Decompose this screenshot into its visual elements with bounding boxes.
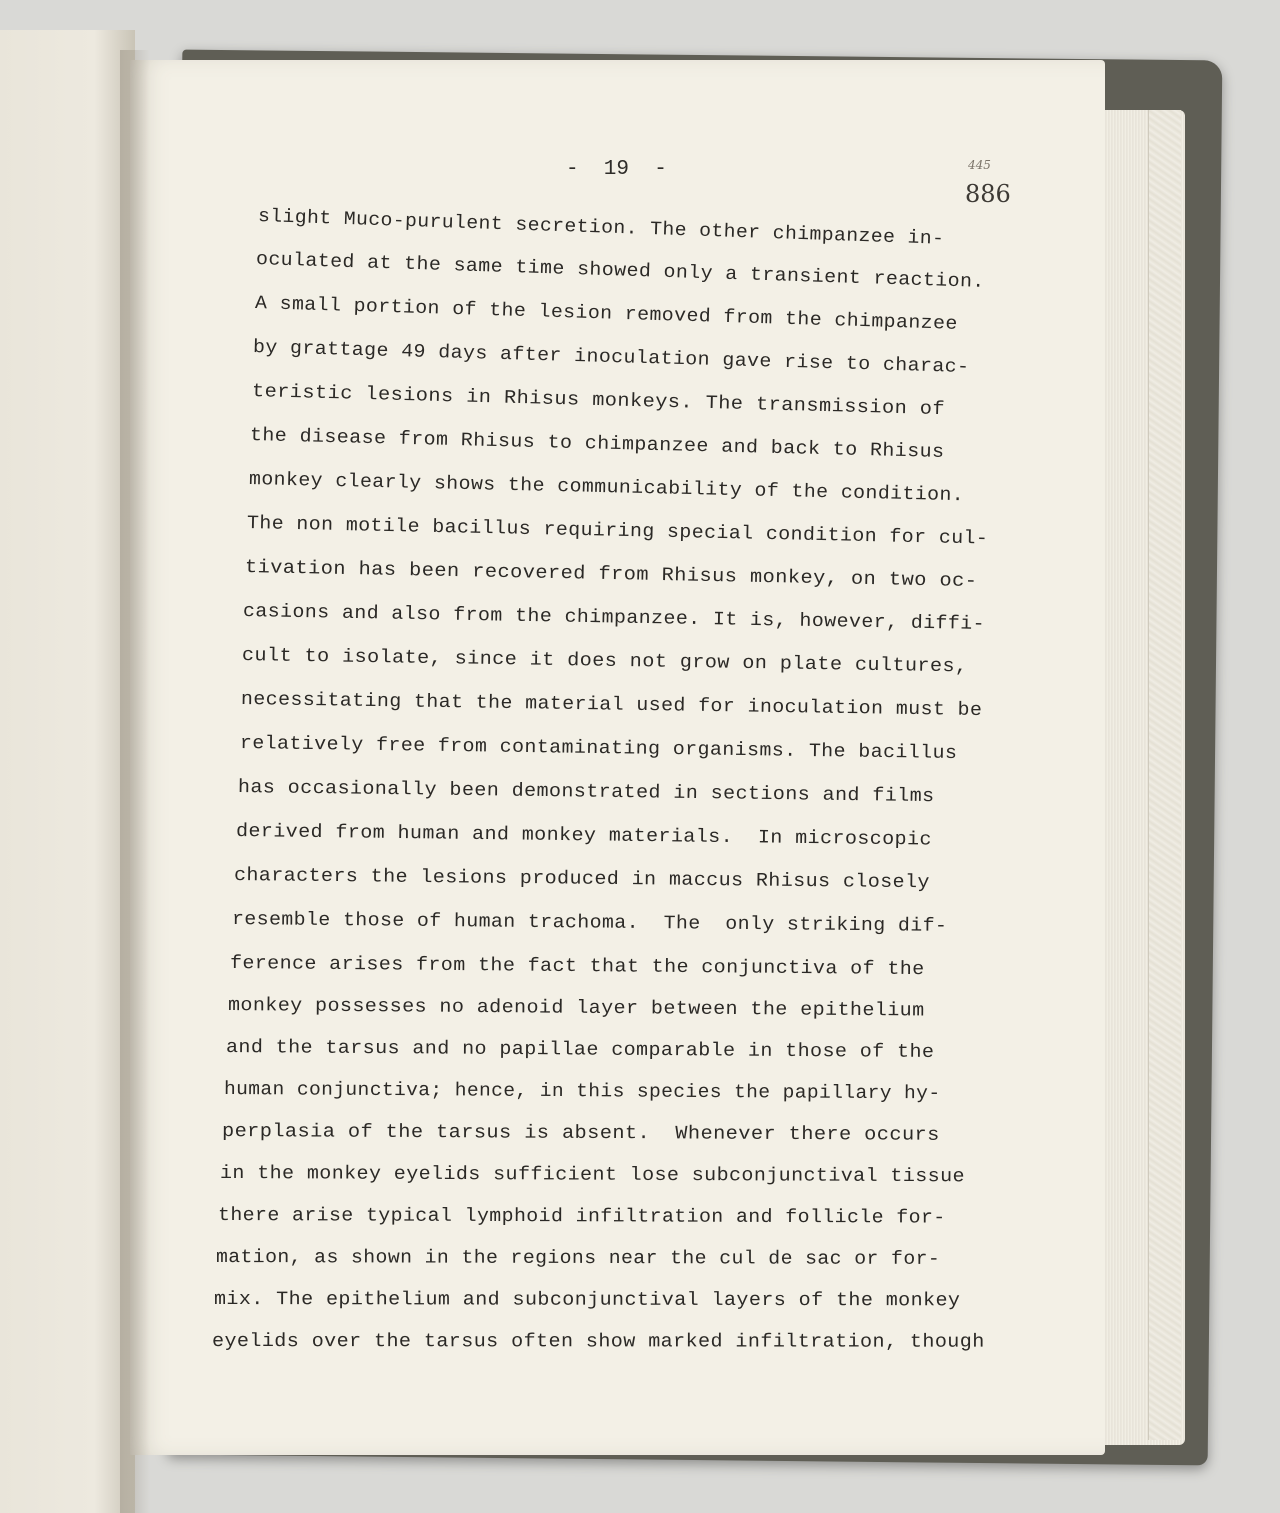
text-line: human conjunctiva; hence, in this species the papillary hy- [223,1078,941,1105]
text-line: oculated at the same time showed only a transient reaction. [255,248,986,293]
text-line: monkey possesses no adenoid layer between the epithelium [227,994,925,1022]
text-line: derived from human and monkey materials. In microscopic [235,820,933,851]
text-line: there arise typical lymphoid infiltration and follicle for- [217,1204,946,1229]
text-line: relatively free from contaminating organisms. The bacillus [239,732,958,765]
archive-page-number: 886 [965,180,1011,208]
text-line: necessitating that the material used for inoculation must be [240,688,983,721]
text-line: The non motile bacillus requiring special condition for cul- [246,512,989,550]
text-line: ference arises from the fact that the conjunctiva of the [229,952,925,981]
text-line: mix. The epithelium and subconjunctival layers of the monkey [213,1288,961,1312]
text-line: resemble those of human trachoma. The only striking dif- [231,908,948,937]
text-line: teristic lesions in Rhisus monkeys. The transmission of [251,380,946,421]
text-line: tivation has been recovered from Rhisus monkey, on two oc- [244,556,978,593]
text-line: A small portion of the lesion removed from the chimpanzee [254,292,959,335]
pencil-annotation: 445 [968,158,991,172]
text-line: mation, as shown in the regions near the cul de sac or for- [215,1246,941,1270]
text-line: eyelids over the tarsus often show marked infiltration, though [211,1330,985,1353]
text-line: by grattage 49 days after inoculation gave rise to charac- [252,336,970,379]
text-line: characters the lesions produced in maccus Rhisus closely [233,864,931,894]
text-line: cult to isolate, since it does not grow on plate cultures, [241,644,968,678]
text-line: the disease from Rhisus to chimpanzee and back to Rhisus [249,424,945,463]
text-line: perplasia of the tarsus is absent. Whenever there occurs [221,1120,940,1146]
text-line: and the tarsus and no papillae comparable in those of the [225,1036,935,1063]
page-number: - 19 - [566,158,667,181]
text-line: has occasionally been demonstrated in sections and films [237,776,935,808]
text-line: slight Muco-purulent secretion. The other chimpanzee in- [257,205,945,250]
text-line: monkey clearly shows the communicability of the condition. [248,468,965,507]
text-line: in the monkey eyelids sufficient lose subconjunctival tissue [219,1162,965,1188]
text-line: casions and also from the chimpanzee. It is, however, diffi- [242,600,986,635]
